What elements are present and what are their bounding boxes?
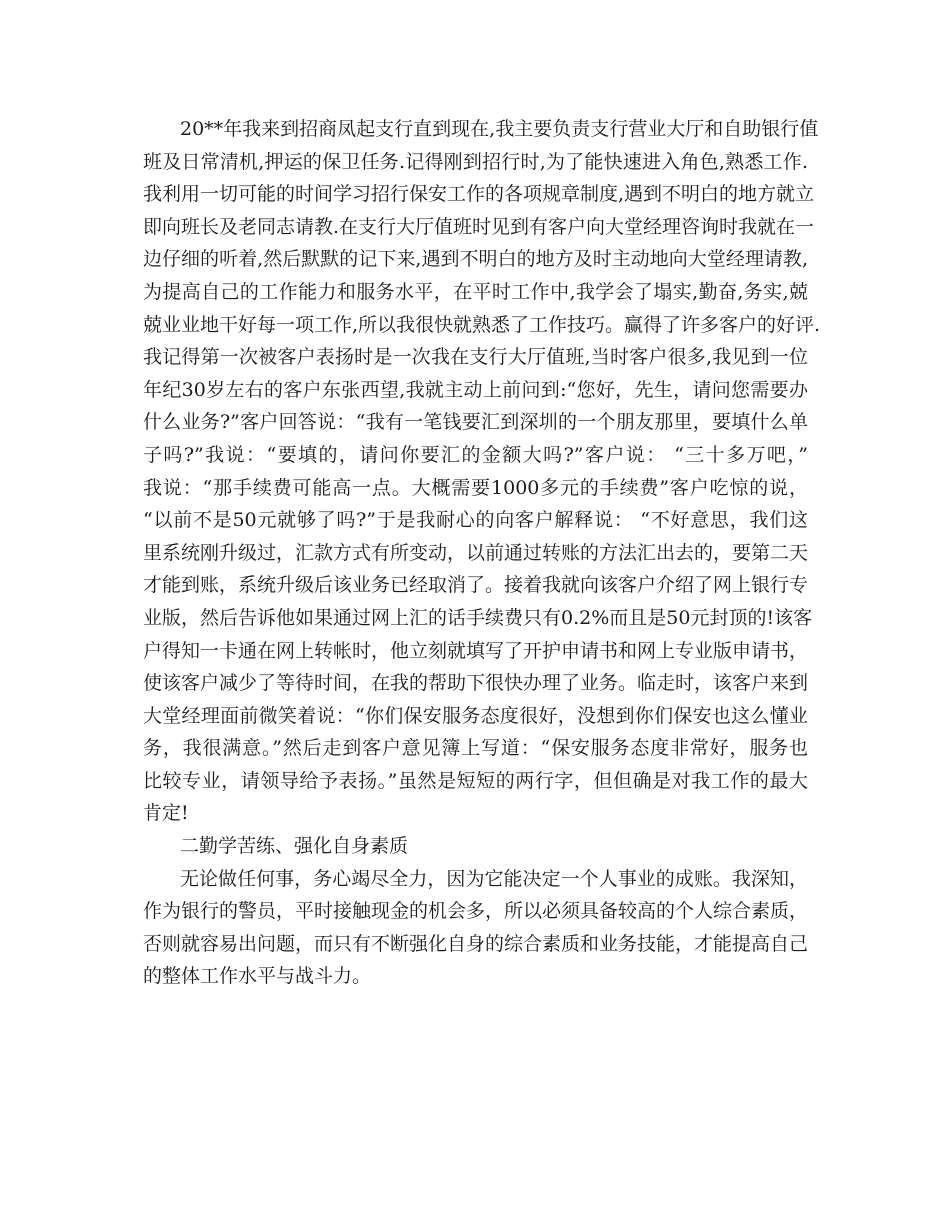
- text-line: 20**年我来到招商凤起支行直到现在,我主要负责支行营业大厅和自助银行值: [180, 118, 819, 140]
- text-line: 业版，然后告诉他如果通过网上汇的话手续费只有0.2%而且是50元封顶的!该客: [143, 606, 813, 629]
- text-line: 班及日常清机,押运的保卫任务.记得刚到招行时,为了能快速进入角色,熟悉工作.: [143, 150, 808, 173]
- text-line: 里系统刚升级过，汇款方式有所变动，以前通过转账的方法汇出去的，要第二天: [143, 541, 809, 564]
- text-line: 年纪30岁左右的客户东张西望,我就主动上前问到:“您好，先生，请问您需要办: [143, 378, 808, 401]
- document-page: [143, 113, 821, 993]
- text-line: 边仔细的听着,然后默默的记下来,遇到不明白的地方及时主动地向大堂经理请教,: [143, 248, 808, 271]
- text-line: 的整体工作水平与战斗力。: [143, 965, 372, 988]
- text-line: 什么业务?”客户回答说：“我有一笔钱要汇到深圳的一个朋友那里，要填什么单: [143, 411, 808, 434]
- text-line: 大堂经理面前微笑着说：“你们保安服务态度很好，没想到你们保安也这么懂业: [143, 704, 808, 727]
- text-line: 兢业业地干好每一项工作,所以我很快就熟悉了工作技巧。赢得了许多客户的好评.: [143, 313, 821, 336]
- text-line: 我说：“那手续费可能高一点。大概需要1000多元的手续费”客户吃惊的说，: [143, 476, 808, 499]
- text-line: “以前不是50元就够了吗?”于是我耐心的向客户解释说： “不好意思，我们这: [143, 509, 808, 532]
- paragraph-2: [143, 863, 808, 993]
- text-line: 无论做任何事，务心竭尽全力，因为它能决定一个人事业的成账。我深知，: [180, 867, 808, 890]
- text-line: 比较专业，请领导给予表扬。”虽然是短短的两行字，但但确是对我工作的最大: [143, 769, 808, 792]
- text-line: 即向班长及老同志请教.在支行大厅值班时见到有客户向大堂经理咨询时我就在一: [143, 215, 815, 238]
- paragraph-1: [143, 113, 821, 830]
- text-line: 务，我很满意。”然后走到客户意见簿上写道：“保安服务态度非常好，服务也: [143, 737, 808, 760]
- text-line: 户得知一卡通在网上转帐时，他立刻就填写了开护申请书和网上专业版申请书，: [143, 639, 809, 662]
- text-line: 否则就容易出问题，而只有不断强化自身的综合素质和业务技能，才能提高自己: [143, 932, 809, 955]
- text-line: 为提高自己的工作能力和服务水平，在平时工作中,我学会了塌实,勤奋,务实,兢: [143, 280, 808, 303]
- text-line: 子吗?”我说：“要填的，请问你要汇的金额大吗?”客户说： “三十多万吧，”: [143, 443, 808, 466]
- section-heading: 二勤学苦练、强化自身素质: [180, 835, 409, 858]
- text-line: 作为银行的警员，平时接触现金的机会多，所以必须具备较高的个人综合素质，: [143, 900, 809, 923]
- text-line: 我利用一切可能的时间学习招行保安工作的各项规章制度,遇到不明白的地方就立: [143, 183, 815, 206]
- text-line: 我记得第一次被客户表扬时是一次我在支行大厅值班,当时客户很多,我见到一位: [143, 346, 808, 369]
- text-line: 使该客户减少了等待时间，在我的帮助下很快办理了业务。临走时，该客户来到: [143, 672, 809, 695]
- text-line: 才能到账，系统升级后该业务已经取消了。接着我就向该客户介绍了网上银行专: [143, 574, 809, 597]
- text-line: 肯定!: [143, 802, 189, 825]
